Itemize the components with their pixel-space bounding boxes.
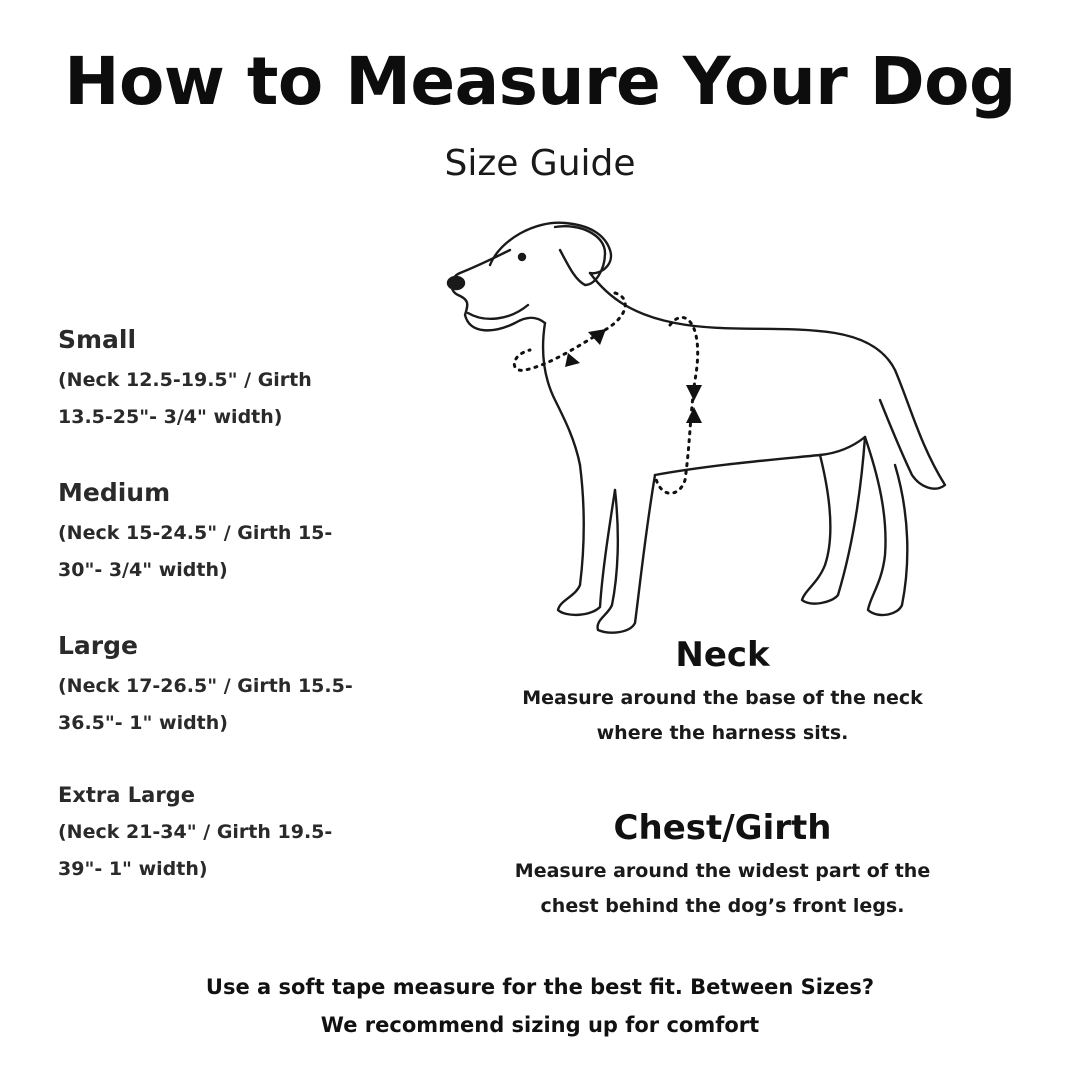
- chest-arrow-down-icon: [686, 385, 702, 401]
- size-name: Medium: [58, 478, 171, 507]
- size-large: [58, 628, 398, 742]
- size-extra-large: [58, 780, 398, 888]
- chest-title: Chest/Girth: [613, 808, 832, 848]
- chest-instructions: Measure around the widest part of the chest behind the dog’s front legs.: [514, 860, 931, 917]
- dog-drawing-icon: [440, 205, 960, 645]
- page-title: How to Measure Your Dog: [64, 43, 1016, 120]
- size-detail: (Neck 17-26.5" / Girth 15.5- 36.5"- 1" width): [58, 675, 353, 734]
- neck-section: [460, 633, 985, 751]
- size-medium: [58, 475, 398, 589]
- size-small: [58, 322, 398, 436]
- neck-title: Neck: [675, 635, 770, 675]
- chest-arrow-up-icon: [686, 407, 702, 423]
- neck-instructions: Measure around the base of the neck where the harness sits.: [522, 687, 923, 744]
- footer-note: Use a soft tape measure for the best fit. Between Sizes? We recommend sizing up for comfort: [205, 975, 875, 1037]
- dog-illustration: [440, 205, 960, 645]
- size-detail: (Neck 21-34" / Girth 19.5- 39"- 1" width): [58, 821, 333, 880]
- size-name: Large: [58, 631, 138, 660]
- chest-section: [460, 806, 985, 924]
- size-detail: (Neck 15-24.5" / Girth 15- 30"- 3/4" width): [58, 522, 333, 581]
- size-name: Small: [58, 325, 137, 354]
- size-name: Extra Large: [58, 783, 195, 807]
- chest-measure-loop-icon: [655, 317, 698, 493]
- page-subtitle: Size Guide: [444, 143, 636, 184]
- size-detail: (Neck 12.5-19.5" / Girth 13.5-25"- 3/4" width): [58, 369, 312, 428]
